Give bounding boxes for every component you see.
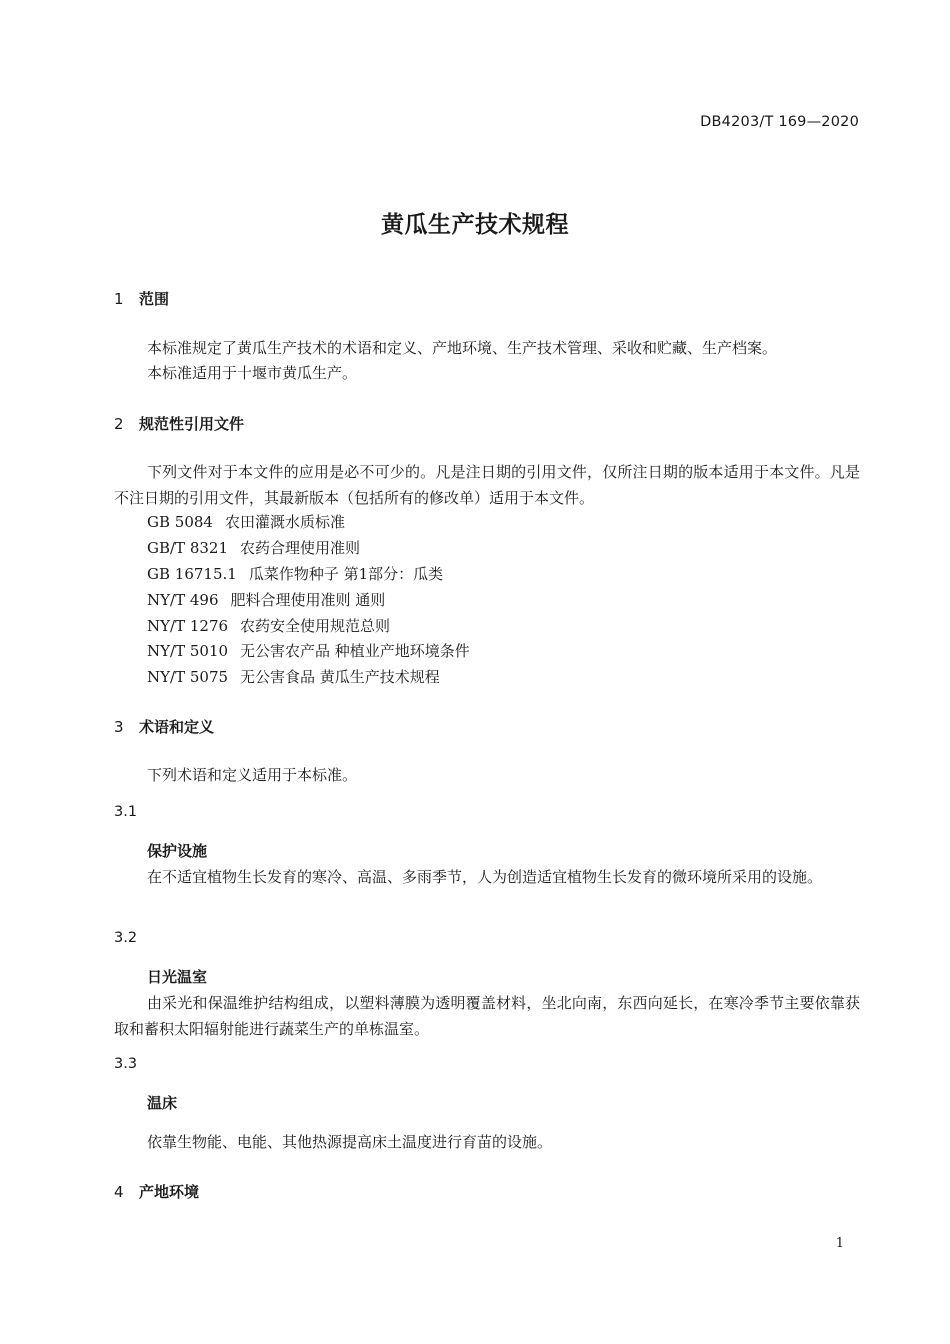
reference-item xyxy=(147,615,390,636)
reference-item xyxy=(147,589,385,610)
section-number: 3 xyxy=(114,718,124,736)
reference-name: 瓜菜作物种子 第1部分：瓜类 xyxy=(248,565,444,583)
reference-name: 农田灌溉水质标准 xyxy=(224,513,345,531)
section-2-heading xyxy=(114,413,244,434)
term-definition: 在不适宜植物生长发育的寒冷、高温、多雨季节，人为创造适宜植物生长发育的微环境所采用的设施。 xyxy=(147,868,823,886)
section-title: 范围 xyxy=(139,290,170,308)
section-title: 产地环境 xyxy=(139,1183,200,1201)
term-heading: 温床 xyxy=(147,1094,178,1112)
reference-item xyxy=(147,563,443,584)
reference-code: NY/T 1276 xyxy=(147,617,229,635)
section-4-heading xyxy=(114,1181,199,1202)
reference-name: 无公害农产品 种植业产地环境条件 xyxy=(240,642,470,660)
scope-paragraph-1: 本标准规定了黄瓜生产技术的术语和定义、产地环境、生产技术管理、采收和贮藏、生产档案。 xyxy=(147,339,778,357)
document-title: 黄瓜生产技术规程 xyxy=(381,212,569,238)
reference-item xyxy=(147,537,360,558)
section-3-heading xyxy=(114,716,214,737)
reference-name: 无公害食品 黄瓜生产技术规程 xyxy=(240,668,440,686)
scope-paragraph-2: 本标准适用于十堰市黄瓜生产。 xyxy=(147,364,358,382)
term-heading: 保护设施 xyxy=(147,842,208,860)
reference-name: 农药合理使用准则 xyxy=(240,539,361,557)
term-heading: 日光温室 xyxy=(147,968,208,986)
reference-item xyxy=(147,640,470,661)
page-number: 1 xyxy=(835,1236,844,1251)
reference-code: NY/T 5010 xyxy=(147,642,229,660)
section-number: 1 xyxy=(114,290,124,308)
section-title: 规范性引用文件 xyxy=(139,415,245,433)
term-definition: 依靠生物能、电能、其他热源提高床土温度进行育苗的设施。 xyxy=(147,1133,553,1151)
terms-intro: 下列术语和定义适用于本标准。 xyxy=(147,766,358,784)
reference-item xyxy=(147,666,440,687)
reference-name: 肥料合理使用准则 通则 xyxy=(230,591,386,609)
reference-code: NY/T 496 xyxy=(147,591,219,609)
reference-code: NY/T 5075 xyxy=(147,668,229,686)
reference-name: 农药安全使用规范总则 xyxy=(240,617,391,635)
term-definition: 由采光和保温维护结构组成，以塑料薄膜为透明覆盖材料，坐北向南，东西向延长，在寒冷季节主要依靠获取和蓄积太阳辐射能进行蔬菜生产的单栋温室。 xyxy=(114,994,860,1038)
section-title: 术语和定义 xyxy=(139,718,215,736)
section-1-heading xyxy=(114,288,169,309)
standard-code: DB4203/T 169—2020 xyxy=(700,114,859,130)
clause-number: 3.1 xyxy=(114,804,138,820)
reference-code: GB 16715.1 xyxy=(147,565,237,583)
reference-code: GB 5084 xyxy=(147,513,213,531)
reference-item xyxy=(147,511,345,532)
clause-number: 3.3 xyxy=(114,1056,138,1072)
references-intro: 下列文件对于本文件的应用是必不可少的。凡是注日期的引用文件，仅所注日期的版本适用于本文件。凡是不注日期的引用文件，其最新版本（包括所有的修改单）适用于本文件。 xyxy=(114,463,860,507)
reference-code: GB/T 8321 xyxy=(147,539,229,557)
section-number: 2 xyxy=(114,415,124,433)
clause-number: 3.2 xyxy=(114,930,138,946)
section-number: 4 xyxy=(114,1183,124,1201)
